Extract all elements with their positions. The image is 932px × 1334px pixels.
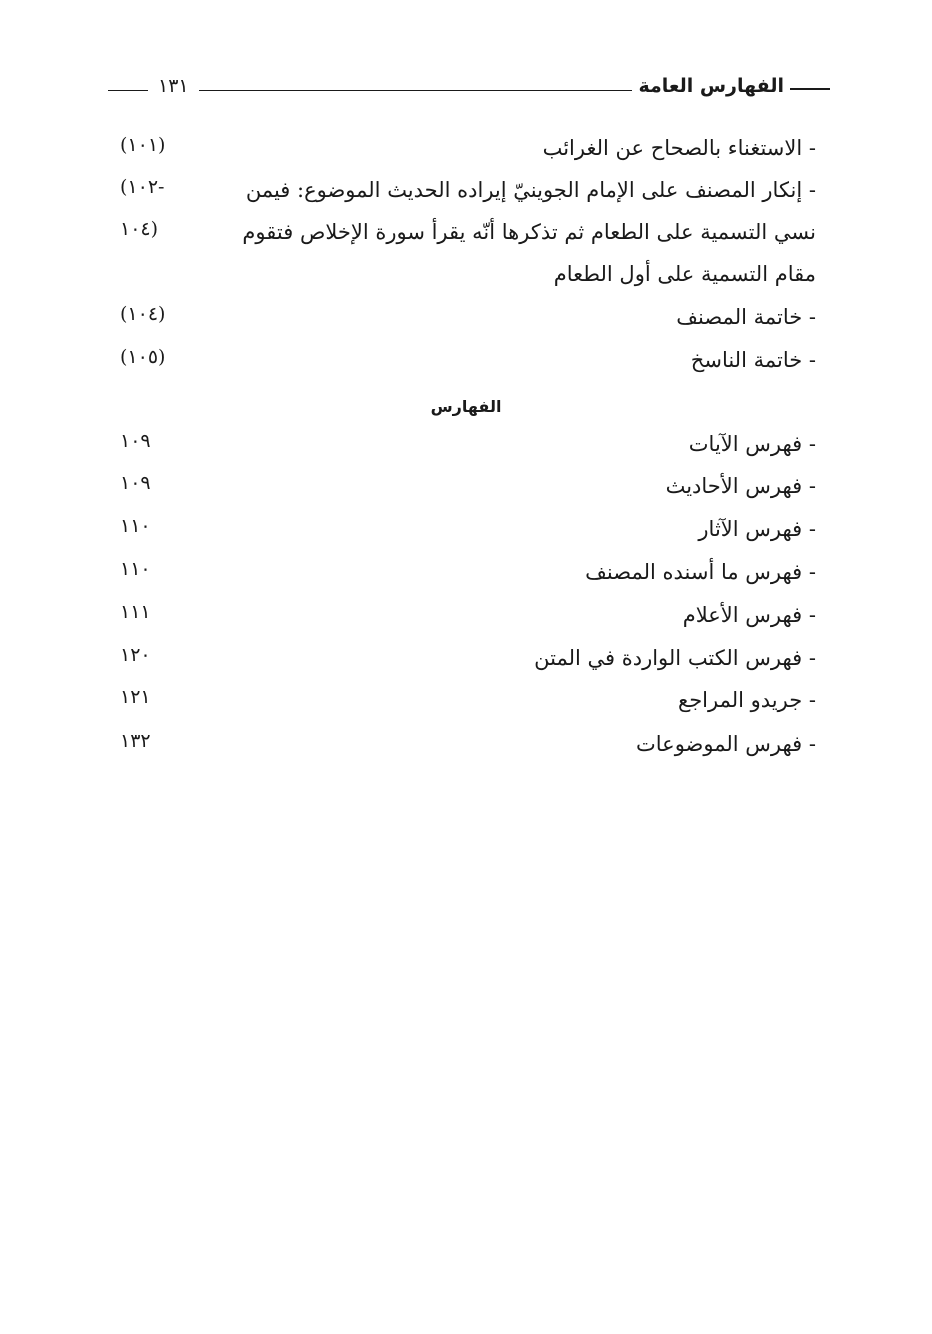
index-entry-page: ١١٠ bbox=[120, 558, 151, 580]
toc-entry-text: - إنكار المصنف على الإمام الجوينيّ إيراده الحديث الموضوع: فيمن bbox=[245, 178, 816, 202]
index-entry-text: - فهرس الأحاديث bbox=[665, 474, 816, 498]
toc-entry bbox=[110, 340, 816, 380]
index-entry-page: ١٢٠ bbox=[120, 644, 151, 666]
header-rule-middle bbox=[199, 90, 633, 91]
index-entry-page: ١٠٩ bbox=[120, 472, 151, 494]
header-rule-right bbox=[790, 88, 830, 90]
index-entry-page: ١٠٩ bbox=[120, 430, 151, 452]
header-rule-left bbox=[108, 90, 148, 91]
index-entry-text: - فهرس الآثار bbox=[698, 517, 816, 541]
index-entry bbox=[110, 552, 816, 592]
toc-entry-text: مقام التسمية على أول الطعام bbox=[553, 262, 816, 286]
toc-entry-page: (١٠١) bbox=[120, 134, 166, 156]
index-entry-text: - فهرس ما أسنده المصنف bbox=[585, 560, 816, 584]
index-entry-text: - فهرس الآيات bbox=[688, 432, 816, 456]
index-entry bbox=[110, 509, 816, 549]
toc-entry-text: - خاتمة الناسخ bbox=[690, 348, 816, 372]
index-entry bbox=[110, 638, 816, 678]
toc-entry bbox=[110, 297, 816, 337]
index-entry bbox=[110, 724, 816, 764]
index-entry-text: - جريدو المراجع bbox=[678, 688, 816, 712]
toc-entry bbox=[110, 170, 816, 210]
toc-entry-text: - الاستغناء بالصحاح عن الغرائب bbox=[542, 136, 816, 160]
header-title: الفهارس العامة bbox=[638, 75, 784, 97]
toc-entry-page: (١٠٤) bbox=[120, 303, 166, 325]
index-entry-page: ١٢١ bbox=[120, 686, 151, 708]
index-entry bbox=[110, 680, 816, 720]
toc-entry-page: (١٠٢- bbox=[120, 176, 165, 198]
toc-entry-text: - خاتمة المصنف bbox=[676, 305, 816, 329]
index-entry-text: - فهرس الأعلام bbox=[682, 603, 816, 627]
section-heading: الفهارس bbox=[430, 397, 502, 416]
toc-entry-text: نسي التسمية على الطعام ثم تذكرها أنّه يقرأ سورة الإخلاص فتقوم bbox=[242, 220, 816, 244]
index-entry bbox=[110, 424, 816, 464]
toc-entry bbox=[110, 128, 816, 168]
toc-entry bbox=[110, 212, 816, 252]
index-entry bbox=[110, 595, 816, 635]
index-entry-page: ١١٠ bbox=[120, 515, 151, 537]
toc-entry-page: ١٠٤) bbox=[120, 218, 159, 240]
toc-entry-page: (١٠٥) bbox=[120, 346, 166, 368]
index-entry-text: - فهرس الكتب الواردة في المتن bbox=[534, 646, 816, 670]
running-header bbox=[108, 68, 830, 104]
index-entry-page: ١١١ bbox=[120, 601, 151, 623]
index-entry-page: ١٣٢ bbox=[120, 730, 151, 752]
toc-entry bbox=[110, 254, 816, 294]
index-entry bbox=[110, 466, 816, 506]
index-entry-text: - فهرس الموضوعات bbox=[636, 732, 816, 756]
header-page-number: ١٣١ bbox=[158, 75, 189, 97]
